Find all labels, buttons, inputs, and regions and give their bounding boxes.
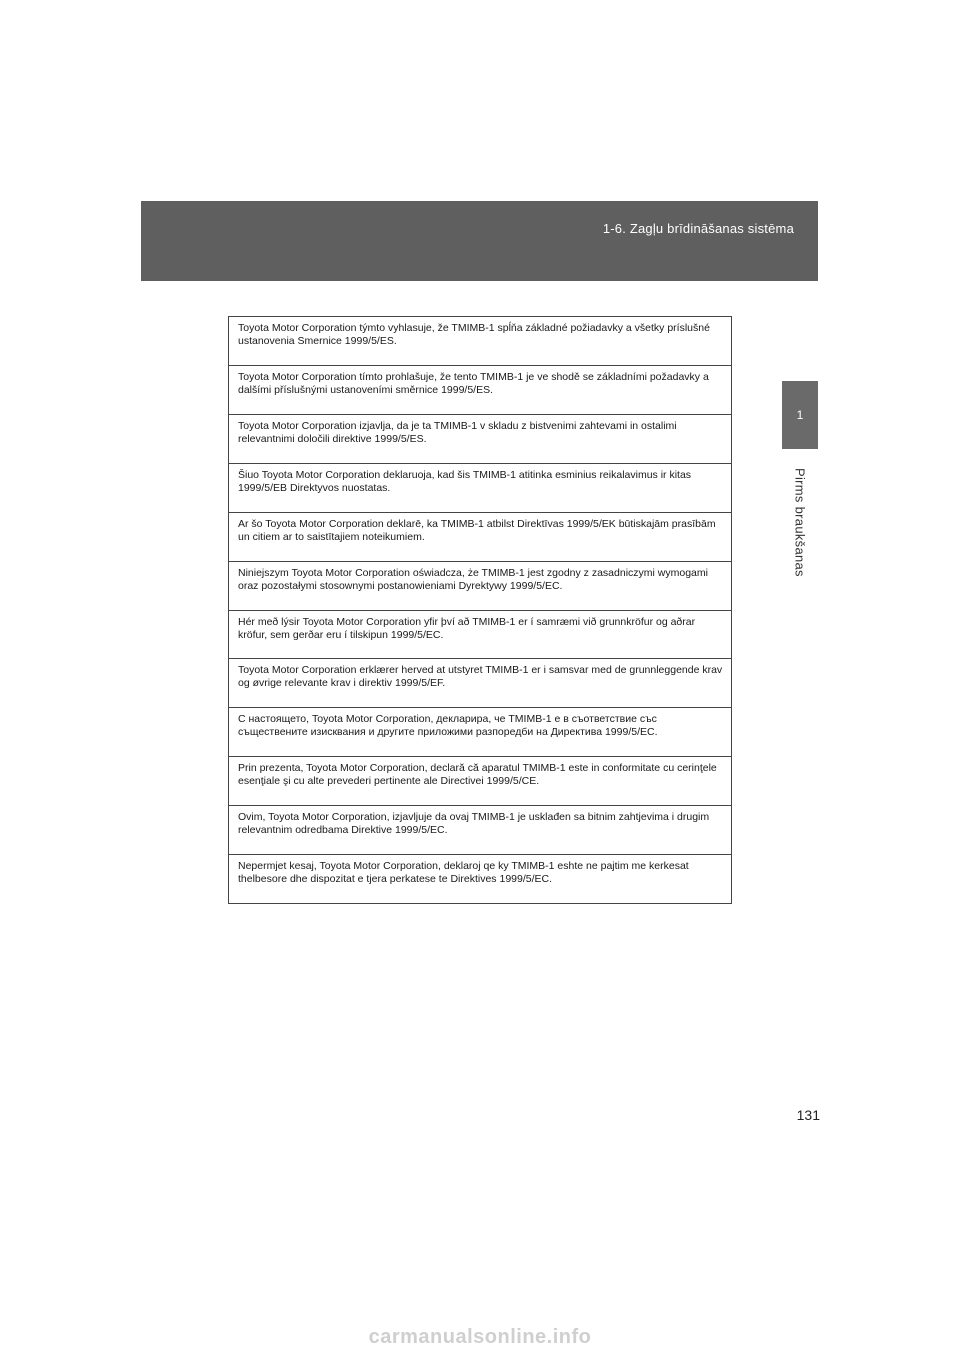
declaration-latvian: Ar šo Toyota Motor Corporation deklarē, ka TMIMB-1 atbilst Direktīvas 1999/5/EK būtiskajām prasībām un citiem ar to saistītajiem noteikumiem. bbox=[229, 513, 731, 562]
declaration-table bbox=[228, 316, 732, 904]
declaration-lithuanian: Šiuo Toyota Motor Corporation deklaruoja, kad šis TMIMB-1 atitinka esminius reikalavimus ir kitas 1999/5/EB Direktyvos nuostatas. bbox=[229, 464, 731, 513]
declaration-romanian: Prin prezenta, Toyota Motor Corporation, declară că aparatul TMIMB-1 este in conformitate cu cerinţele esenţiale şi cu alte prevederi pertinente ale Directivei 1999/5/CE. bbox=[229, 757, 731, 806]
declaration-slovak: Toyota Motor Corporation týmto vyhlasuje, že TMIMB-1 spĺňa základné požiadavky a všetky príslušné ustanovenia Smernice 1999/5/ES. bbox=[229, 317, 731, 366]
chapter-tab-label-text: Pirms braukšanas bbox=[792, 467, 808, 577]
section-title: 1-6. Zagļu brīdināšanas sistēma bbox=[602, 221, 794, 236]
declaration-icelandic: Hér með lýsir Toyota Motor Corporation yfir því að TMIMB-1 er í samræmi við grunnkröfur og aðrar kröfur, sem gerðar eru í tilskipun 1999/5/EC. bbox=[229, 611, 731, 660]
declaration-croatian: Ovim, Toyota Motor Corporation, izjavljuje da ovaj TMIMB-1 je usklađen sa bitnim zahtjevima i drugim relevantnim odredbama Direktive 1999/5/EC. bbox=[229, 806, 731, 855]
declaration-slovenian: Toyota Motor Corporation izjavlja, da je ta TMIMB-1 v skladu z bistvenimi zahtevami in ostalimi relevantnimi določili direktive 1999/5/ES. bbox=[229, 415, 731, 464]
chapter-tab-number: 1 bbox=[782, 381, 818, 449]
declaration-bulgarian: С настоящето, Toyota Motor Corporation, декларира, че TMIMB-1 е в съответствие със съществените изисквания и другите приложими разпоредби на Директива 1999/5/EC. bbox=[229, 708, 731, 757]
watermark: carmanualsonline.info bbox=[368, 1326, 592, 1348]
declaration-albanian: Nepermjet kesaj, Toyota Motor Corporation, deklaroj qe ky TMIMB-1 eshte ne pajtim me kerkesat thelbesore dhe dispozitat e tjera perkatese te Direktives 1999/5/EC. bbox=[238, 860, 689, 886]
chapter-tab-label bbox=[782, 452, 818, 592]
declaration-czech: Toyota Motor Corporation tímto prohlašuje, že tento TMIMB-1 je ve shodě se základními požadavky a dalšími příslušnými ustanoveními směrnice 1999/5/ES. bbox=[229, 366, 731, 415]
page-number: 131 bbox=[796, 1107, 820, 1123]
declaration-polish: Niniejszym Toyota Motor Corporation oświadcza, że TMIMB-1 jest zgodny z zasadniczymi wymogami oraz pozostałymi stosownymi postanowieniami Dyrektywy 1999/5/EC. bbox=[229, 562, 731, 611]
declaration-norwegian: Toyota Motor Corporation erklærer herved at utstyret TMIMB-1 er i samsvar med de grunnleggende krav og øvrige relevante krav i direktiv 1999/5/EF. bbox=[229, 659, 731, 708]
section-header-band bbox=[141, 201, 818, 281]
